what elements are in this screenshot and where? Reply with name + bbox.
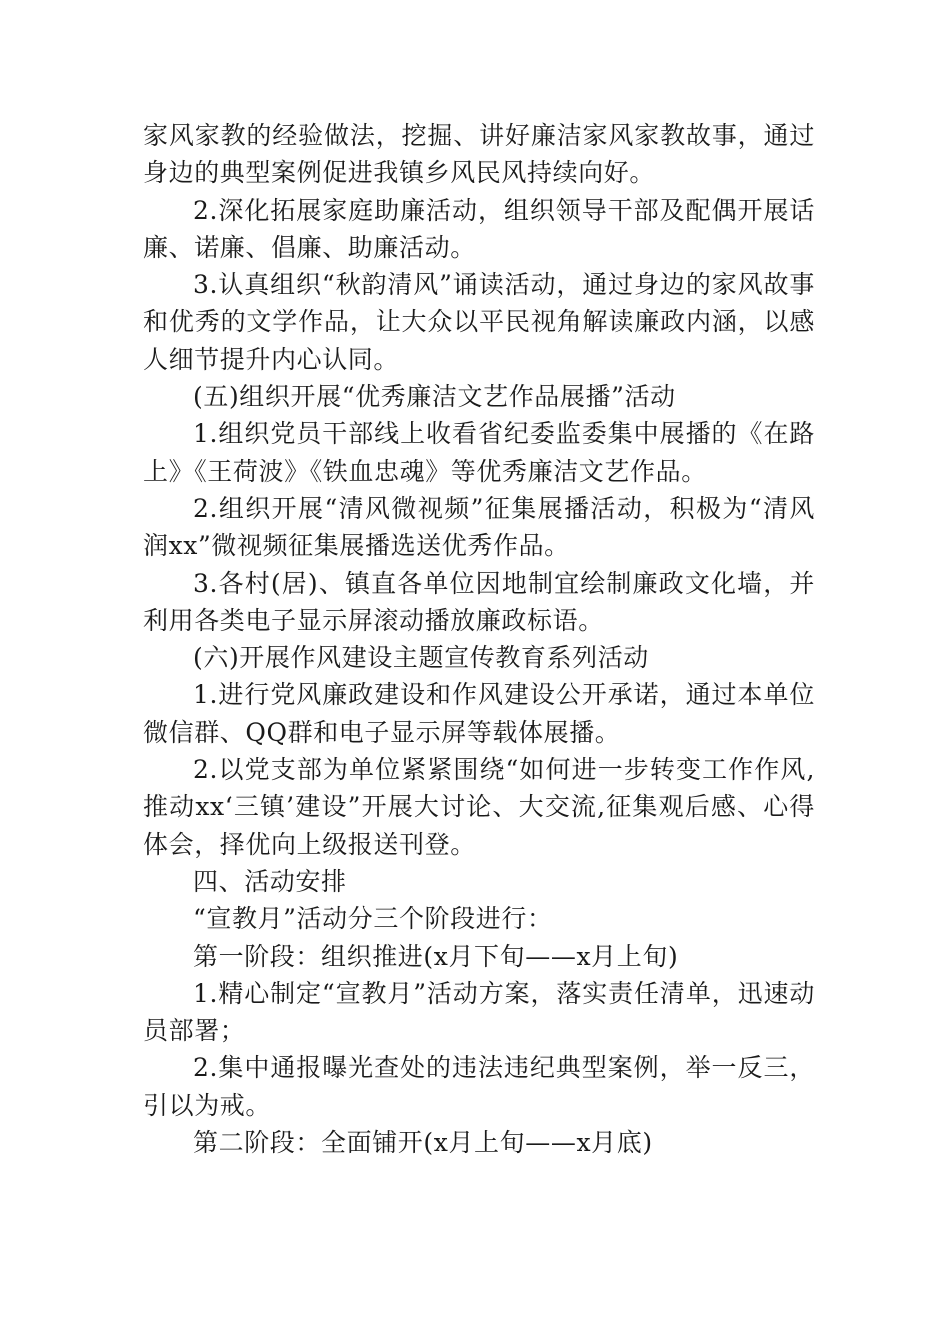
paragraph-stages-intro: “宣教月”活动分三个阶段进行：	[193, 904, 553, 934]
paragraph-item-case-report: 2.集中通报曝光查处的违法违纪典型案例，举一反三，引以为戒。	[143, 1053, 815, 1120]
stage-one-heading: 第一阶段：组织推进(x月下旬——x月上旬)	[193, 941, 679, 971]
section-heading-five: (五)组织开展“优秀廉洁文艺作品展播”活动	[193, 382, 676, 412]
paragraph-item-public-commitment: 1.进行党风廉政建设和作风建设公开承诺，通过本单位微信群、QQ群和电子显示屏等载体展播。	[143, 680, 815, 747]
paragraph-item-micro-video: 2.组织开展“清风微视频”征集展播活动，积极为“清风润xx”微视频征集展播选送优秀作品。	[143, 493, 815, 561]
paragraph-item-online-viewing: 1.组织党员干部线上收看省纪委监委集中展播的《在路上》《王荷波》《铁血忠魂》等优秀廉洁文艺作品。	[143, 419, 815, 486]
paragraph-item-family-anticorruption: 2.深化拓展家庭助廉活动，组织领导干部及配偶开展话廉、诺廉、倡廉、助廉活动。	[143, 195, 815, 262]
paragraph-item-reading-activity: 3.认真组织“秋韵清风”诵读活动，通过身边的家风故事和优秀的文学作品，让大众以平民视角解读廉政内涵，以感人细节提升内心认同。	[143, 270, 815, 374]
paragraph-item-plan: 1.精心制定“宣教月”活动方案，落实责任清单，迅速动员部署；	[143, 978, 815, 1046]
paragraph-item-discussion: 2.以党支部为单位紧紧围绕“如何进一步转变工作作风,推动xx‘三镇’建设”开展大讨论、大交流,征集观后感、心得体会，择优向上级报送刊登。	[143, 755, 815, 859]
section-heading-six: (六)开展作风建设主题宣传教育系列活动	[193, 643, 649, 673]
stage-two-heading: 第二阶段：全面铺开(x月上旬——x月底)	[193, 1128, 653, 1158]
document-body	[143, 117, 815, 1161]
paragraph-continuation: 家风家教的经验做法，挖掘、讲好廉洁家风家教故事，通过身边的典型案例促进我镇乡风民风持续向好。	[143, 121, 815, 188]
paragraph-item-culture-wall: 3.各村(居)、镇直各单位因地制宜绘制廉政文化墙，并利用各类电子显示屏滚动播放廉政标语。	[143, 568, 815, 635]
section-heading-arrangement: 四、活动安排	[193, 866, 347, 896]
